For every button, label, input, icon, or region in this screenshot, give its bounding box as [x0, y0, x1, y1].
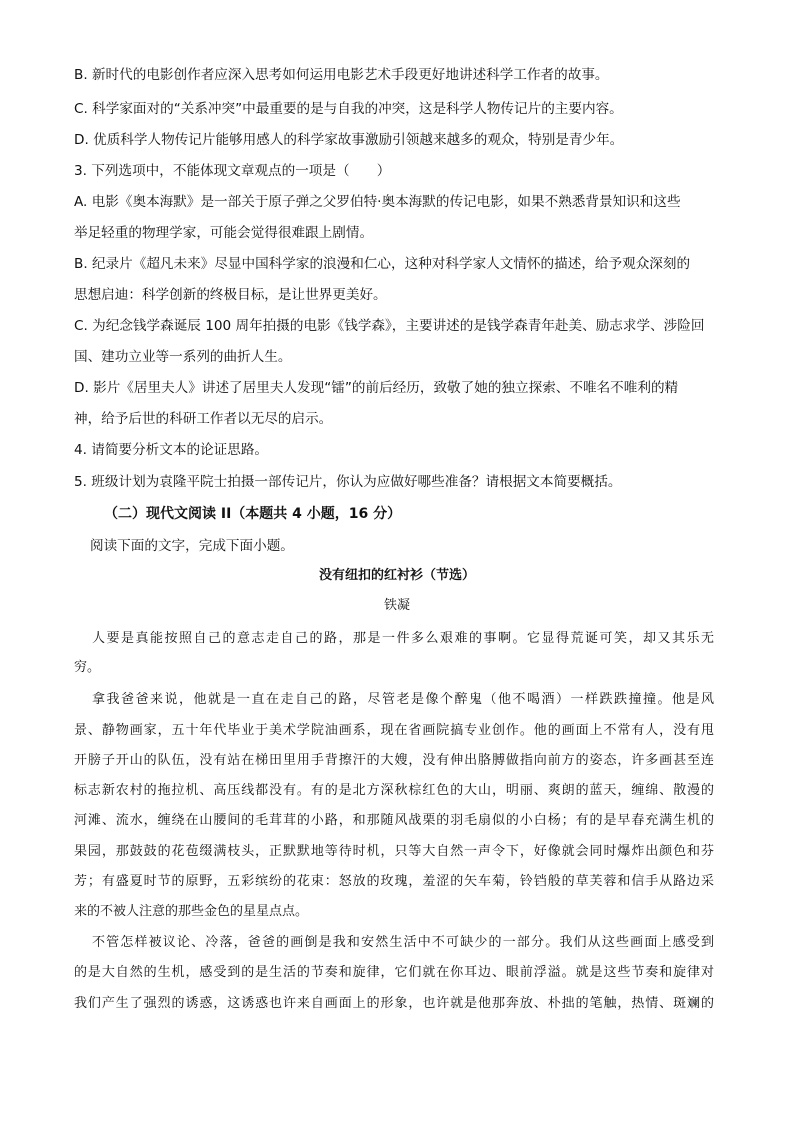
q3-option-d-line1: D. 影片《居里夫人》讲述了居里夫人发现“镭”的前后经历，致敬了她的独立探索、不唯名不唯利的精	[74, 380, 679, 396]
q3-stem: 3. 下列选项中，不能体现文章观点的一项是（ ）	[74, 163, 391, 179]
q3-option-a-line1: A. 电影《奥本海默》是一部关于原子弹之父罗伯特·奥本海默的传记电影，如果不熟悉背景知识和这些	[74, 194, 681, 210]
q3-option-a-line2: 举足轻重的物理学家，可能会觉得很难跟上剧情。	[74, 225, 374, 241]
q3-option-b-line1: B. 纪录片《超凡未来》尽显中国科学家的浪漫和仁心，这种对科学家人文情怀的描述，给予观众深刻的	[74, 256, 691, 272]
q2-option-b: B. 新时代的电影创作者应深入思考如何运用电影艺术手段更好地讲述科学工作者的故事。	[74, 67, 609, 83]
q3-option-c-line2: 国、建功立业等一系列的曲折人生。	[74, 349, 292, 365]
q2-option-c: C. 科学家面对的“关系冲突”中最重要的是与自我的冲突，这是科学人物传记片的主要内容。	[74, 101, 623, 117]
q3-option-d-line2: 神，给予后世的科研工作者以无尽的启示。	[74, 411, 333, 427]
section-instruction: 阅读下面的文字，完成下面小题。	[90, 538, 294, 554]
p3-line: 不管怎样被议论、冷落，爸爸的画倒是我和安然生活中不可缺少的一部分。我们从这些画面上感受到	[92, 935, 714, 950]
article-title: 没有纽扣的红衬衫（节选）	[318, 568, 475, 583]
p3-line: 的是大自然的生机，感受到的是生活的节奏和旋律，它们就在你耳边、眼前浮溢。就是这些节奏和旋律对	[74, 965, 714, 980]
p1-line: 穷。	[74, 660, 101, 675]
article-author: 铁凝	[383, 598, 410, 613]
q5: 5. 班级计划为袁隆平院士拍摄一部传记片，你认为应做好哪些准备？请根据文本简要概括。	[74, 474, 622, 490]
section-heading: （二）现代文阅读 II（本题共 4 小题，16 分）	[104, 506, 402, 522]
p2-line: 果园，那鼓鼓的花苞缀满枝头，正默默地等待时机，只等大自然一声令下，好像就会同时爆炸出颜色和芬	[74, 844, 714, 859]
q3-option-c-line1: C. 为纪念钱学森诞辰 100 周年拍摄的电影《钱学森》，主要讲述的是钱学森青年赴美、励志求学、涉险回	[74, 318, 705, 334]
p2-line: 开膀子开山的队伍，没有站在梯田里用手背擦汗的大嫂，没有伸出胳膊做指向前方的姿态，许多画甚至连	[74, 753, 714, 768]
p2-line: 河滩、流水，缠绕在山腰间的毛茸茸的小路，和那随风战栗的羽毛扇似的小白杨；有的是早春充满生机的	[74, 813, 714, 828]
p2-line: 拿我爸爸来说，他就是一直在走自己的路，尽管老是像个醉鬼（他不喝酒）一样跌跌撞撞。他是风	[92, 692, 714, 707]
q4: 4. 请简要分析文本的论证思路。	[74, 442, 269, 458]
q2-option-d: D. 优质科学人物传记片能够用感人的科学家故事激励引领越来越多的观众，特别是青少年。	[74, 132, 624, 148]
p2-line: 芳；有盛夏时节的原野，五彩缤纷的花束：怒放的玫瑰，羞涩的矢车菊，铃铛般的草芙蓉和信手从路边采	[74, 874, 714, 889]
p1-line: 人要是真能按照自己的意志走自己的路，那是一件多么艰难的事啊。它显得荒诞可笑，却又其乐无	[92, 631, 714, 646]
p3-line: 我们产生了强烈的诱惑，这诱惑也许来自画面上的形象，也许就是他那奔放、朴拙的笔触，热情、斑斓的	[74, 996, 714, 1011]
p2-line: 标志新农村的拖拉机、高压线都没有。有的是北方深秋棕红色的大山，明丽、爽朗的蓝天，缠绵、散漫的	[74, 783, 714, 798]
p2-line: 景、静物画家，五十年代毕业于美术学院油画系，现在省画院搞专业创作。他的画面上不常有人，没有甩	[74, 723, 714, 738]
p2-line: 来的不被人注意的那些金色的星星点点。	[74, 904, 309, 919]
q3-option-b-line2: 思想启迪：科学创新的终极目标，是让世界更美好。	[74, 287, 387, 303]
